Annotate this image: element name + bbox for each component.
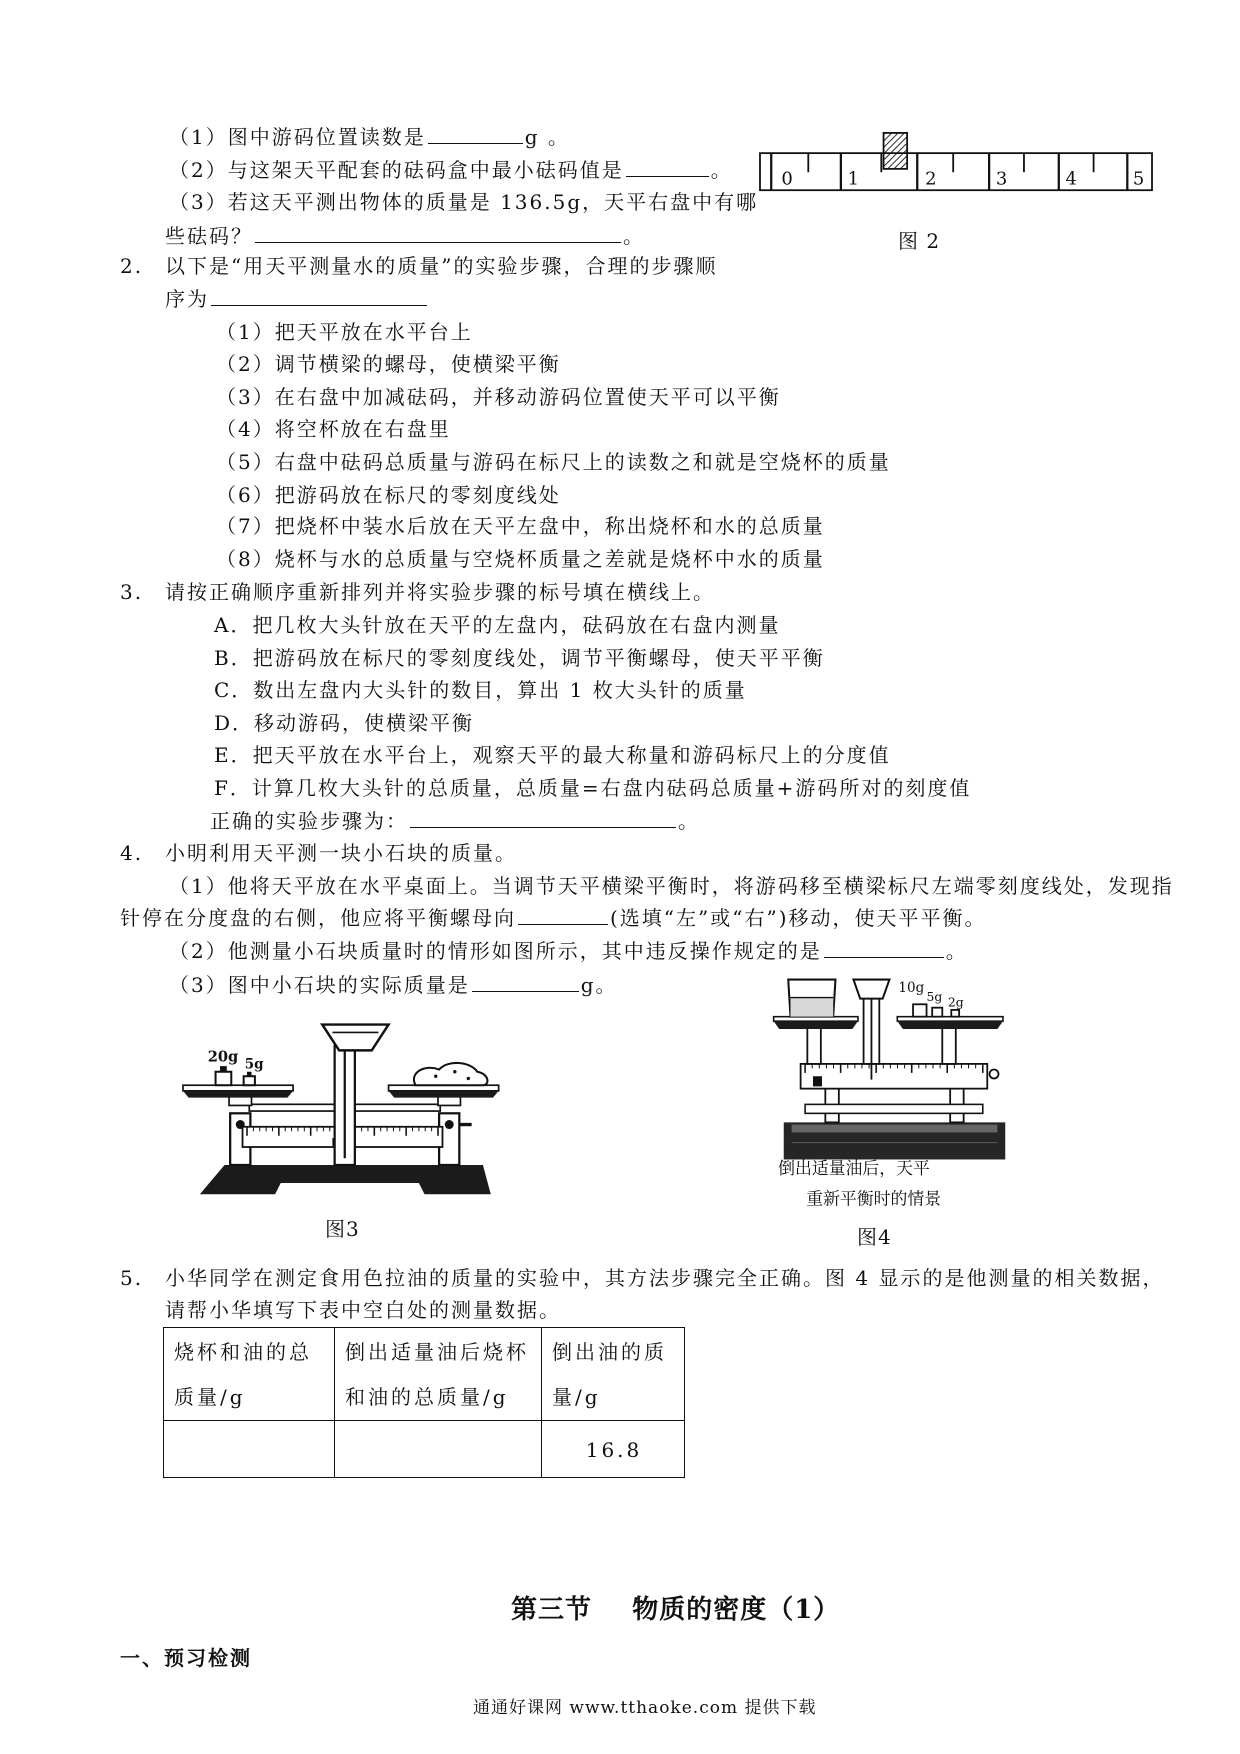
figure3-caption: 图3 [325, 1217, 360, 1241]
ruler-tick-label: 1 [847, 168, 860, 190]
table-header-cell [542, 1328, 685, 1421]
figure3-balance-illustration [174, 1012, 511, 1209]
q2-step: （1）把天平放在水平台上 [216, 320, 473, 344]
q2-stem-text: 序为 [165, 287, 209, 311]
ruler-tick-label: 3 [995, 168, 1008, 190]
q2-stem-line1: 以下是“用天平测量水的质量”的实验步骤，合理的步骤顺 [165, 254, 718, 278]
weight-label: 5g [244, 1056, 264, 1073]
answer-blank [518, 906, 608, 925]
q3-answer-end: 。 [678, 809, 700, 833]
stone-texture [434, 1075, 437, 1078]
balance-screw [445, 1120, 454, 1129]
answer-blank [824, 939, 944, 958]
balance-base [200, 1165, 491, 1194]
q5-data-table [163, 1327, 685, 1478]
q1-sub3-text: 些砝码？ [165, 224, 253, 248]
base-top-edge [792, 1125, 998, 1133]
table-header-row [164, 1328, 685, 1421]
table-cell [335, 1421, 542, 1478]
left-pan [183, 1085, 293, 1091]
q1-sub3-line1: （3）若这天平测出物体的质量是 136.5g，天平右盘中有哪 [169, 190, 759, 214]
table-cell [164, 1421, 335, 1478]
q4-sub3-text: （3）图中小石块的实际质量是 [169, 973, 470, 997]
table-row [164, 1421, 685, 1478]
header-line: 倒出适量油后烧杯 [345, 1340, 529, 1364]
q1-sub3-end: 。 [623, 224, 645, 248]
right-pan-rim [897, 1021, 1003, 1029]
answer-blank [472, 973, 579, 992]
header-line: 和油的总质量/g [345, 1385, 509, 1409]
weight-label: 2g [947, 995, 964, 1010]
weight-5g [932, 1008, 942, 1017]
ruler-tick-label: 0 [781, 168, 793, 190]
beaker-oil [790, 998, 833, 1017]
balance-rider [813, 1076, 822, 1086]
balance-lower-rail [805, 1104, 983, 1113]
q3-option: B．把游码放在标尺的零刻度线处，调节平衡螺母，使天平平衡 [214, 646, 825, 670]
q3-option: F．计算几枚大头针的总质量，总质量=右盘内砝码总质量+游码所对的刻度值 [214, 776, 972, 800]
left-pan-rim [774, 1021, 858, 1029]
q1-sub3-line2 [165, 223, 645, 249]
weight-10g [913, 1004, 926, 1016]
table-cell: 16.8 [542, 1421, 685, 1478]
weight-2g [951, 1010, 959, 1017]
table-header-cell [164, 1328, 335, 1421]
answer-blank [410, 809, 676, 828]
q2-stem-line2 [165, 286, 429, 312]
q1-sub2 [169, 157, 733, 183]
header-line: 质量/g [174, 1385, 246, 1409]
q5-number: 5. [120, 1266, 144, 1290]
q3-answer-text: 正确的实验步骤为： [210, 809, 408, 833]
weight-knob [220, 1066, 227, 1072]
figure2-caption: 图 2 [898, 229, 941, 253]
q4-stem: 小明利用天平测一块小石块的质量。 [165, 841, 517, 865]
q2-step: （2）调节横梁的螺母，使横梁平衡 [216, 352, 561, 376]
weight-knob [247, 1072, 251, 1076]
balance-beam-scale [801, 1064, 988, 1089]
stone [414, 1063, 488, 1085]
q5-stem-line2: 请帮小华填写下表中空白处的测量数据。 [165, 1298, 561, 1322]
q1-sub1 [169, 124, 570, 150]
ruler-tick-label: 5 [1132, 168, 1145, 190]
rider-slider [884, 133, 908, 169]
q4-sub3-end: g。 [580, 973, 618, 997]
figure2-rider-scale [751, 126, 1161, 196]
left-pan-support [807, 1028, 820, 1064]
q4-sub2-text: （2）他测量小石块质量时的情形如图所示，其中违反操作规定的是 [169, 939, 822, 963]
answer-blank [428, 125, 523, 144]
balance-dial [853, 980, 889, 999]
weight-label: 20g [207, 1048, 239, 1066]
q3-option: D．移动游码，使横梁平衡 [214, 711, 475, 735]
header-line: 量/g [552, 1385, 601, 1409]
q2-step: （3）在右盘中加减砝码，并移动游码位置使天平可以平衡 [216, 385, 781, 409]
page-footer: 通通好课网 www.tthaoke.com 提供下载 [473, 1698, 817, 1718]
figure4-balance-illustration [759, 967, 1012, 1226]
balance-knob [990, 1070, 999, 1079]
header-line: 倒出油的质 [552, 1340, 667, 1364]
q4-sub2-end: 。 [945, 939, 968, 963]
q4-sub1-line2 [120, 905, 987, 931]
q3-answer [210, 808, 700, 834]
q4-sub3 [169, 972, 618, 998]
weight-5g [244, 1076, 255, 1085]
section-title: 第三节 物质的密度（1） [511, 1595, 841, 1625]
q1-sub1-unit: g 。 [524, 125, 570, 149]
figure4-note-line: 倒出适量油后，天平 [778, 1158, 930, 1179]
q2-step: （8）烧杯与水的总质量与空烧杯质量之差就是烧杯中水的质量 [216, 547, 825, 571]
weight-label: 5g [926, 989, 943, 1004]
right-pan-support [942, 1028, 955, 1064]
q4-sub2 [169, 938, 968, 964]
q2-step: （4）将空杯放在右盘里 [216, 417, 451, 441]
subsection-heading: 一、预习检测 [120, 1646, 252, 1670]
stone-texture [453, 1070, 456, 1073]
balance-dial [322, 1025, 388, 1051]
q5-stem-line1: 小华同学在测定食用色拉油的质量的实验中，其方法步骤完全正确。图 4 显示的是他测量的相关数据， [165, 1266, 1165, 1290]
weight-label: 10g [898, 979, 925, 996]
answer-blank [626, 158, 709, 177]
left-pan-rim [183, 1091, 293, 1098]
table-header-cell [335, 1328, 542, 1421]
q3-number: 3. [120, 580, 144, 604]
answer-blank [255, 224, 621, 243]
header-line: 烧杯和油的总 [174, 1340, 312, 1364]
ruler-tick-label: 4 [1065, 168, 1077, 190]
q4-sub1-end: (选填“左”或“右”)移动，使天平平衡。 [610, 906, 987, 930]
q2-step: （7）把烧杯中装水后放在天平左盘中，称出烧杯和水的总质量 [216, 514, 825, 538]
q3-stem: 请按正确顺序重新排列并将实验步骤的标号填在横线上。 [165, 580, 715, 604]
q2-number: 2. [120, 254, 144, 278]
right-pan-rim [389, 1091, 499, 1098]
q3-option: E．把天平放在水平台上，观察天平的最大称量和游码标尺上的分度值 [214, 743, 891, 767]
q4-number: 4. [120, 841, 144, 865]
q4-sub1-text: 针停在分度盘的右侧，他应将平衡螺母向 [120, 906, 516, 930]
ruler-tick-label: 2 [925, 168, 937, 190]
figure4-note-line: 重新平衡时的情景 [806, 1188, 942, 1209]
q1-sub2-end: 。 [710, 158, 733, 182]
weight-20g [216, 1072, 232, 1085]
q3-option: C．数出左盘内大头针的数目，算出 1 枚大头针的质量 [214, 678, 747, 702]
answer-blank [211, 287, 427, 306]
stone-texture [467, 1077, 470, 1080]
q1-sub2-text: （2）与这架天平配套的砝码盒中最小砝码值是 [169, 158, 624, 182]
figure4-caption: 图4 [857, 1225, 892, 1249]
q4-sub1-line1: （1）他将天平放在水平桌面上。当调节天平横梁平衡时，将游码移至横梁标尺左端零刻度线处，发现指 [169, 874, 1174, 898]
q2-step: （6）把游码放在标尺的零刻度线处 [216, 483, 561, 507]
q1-sub1-text: （1）图中游码位置读数是 [169, 125, 426, 149]
q2-step: （5）右盘中砝码总质量与游码在标尺上的读数之和就是空烧杯的质量 [216, 450, 891, 474]
q3-option: A．把几枚大头针放在天平的左盘内，砝码放在右盘内测量 [214, 613, 781, 637]
